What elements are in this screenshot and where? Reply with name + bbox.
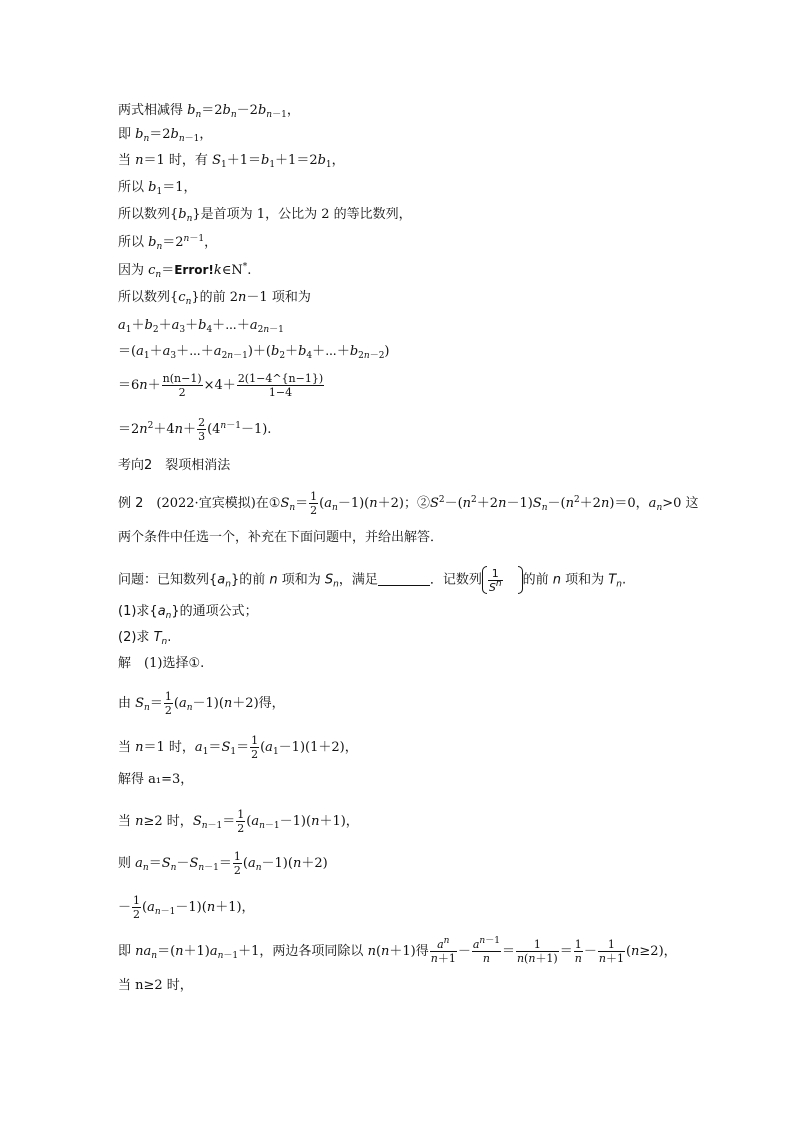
error-field: Error! (174, 263, 214, 277)
fraction: $\frac{2}{3}$ (198, 416, 206, 443)
fraction: $\frac{a^{n-1}}{n}$ (472, 936, 500, 965)
text-line-12: $=2n^2+4n+$ $\frac{2}{3}$ $(4^{n-1}-1)$. (118, 416, 272, 443)
sub-question-2: (2)求 $T_n$. (118, 630, 172, 647)
solution-start: 解 (1)选择①. (118, 656, 205, 671)
text-line-9: $a_1+b_2+a_3+b_4+\cdots+a_{2n-1}$ (118, 318, 284, 335)
example-2-question: 问题：已知数列$\{a_n\}$的前 n 项和为 $S_n$，满足 ．记数列 $\frac{1}{S^n}$ 的前 n 项和为 $T_n$. (118, 566, 627, 594)
right-brace (518, 566, 523, 594)
text-line-1: 两式相减得 $b_n=2b_n-2b_{n-1}$， (118, 103, 300, 120)
solution-line-7: 即 $na_n=(n+1)a_{n-1}+1$，两边各项同除以 n(n＋1)得 $\frac{a^n}{n+1}$ － $\frac{a^{n-1}}{n}$ ＝ $\frac{1}{n(n+1)}$ ＝ $\frac{1}{n}$ － $\frac{1}{n+1}$ (n≥2)， (118, 936, 677, 965)
fraction: $\frac{1}{2}$ (133, 894, 141, 921)
text-line-11: ＝6n＋ $\frac{n(n-1)}{2}$ ×4＋ $\frac{2(1-4\^{}\{n-1\})}{1-4}$ (118, 372, 324, 399)
text-line-7: 因为 $c_n=Error!k\in N^*$. (118, 262, 252, 280)
example-2-line-2: 两个条件中任选一个，补充在下面问题中，并给出解答． (118, 530, 444, 545)
text-line-2: 即 $b_n=2b_{n-1}$， (118, 127, 213, 144)
text-line-4: 所以 $b_1=1$， (118, 180, 197, 197)
fraction: $\frac{1}{S^n}$ (488, 566, 502, 594)
fraction: $\frac{2(1-4\^{}\{n-1\})}{1-4}$ (237, 372, 324, 399)
fraction: $\frac{1}{n}$ (574, 938, 582, 965)
text-line-3: 当 n＝1 时，有 $S_1+1=b_1+1=2b_1$， (118, 153, 345, 170)
fraction: $\frac{1}{2}$ (310, 490, 318, 517)
text-line-6: 所以 $b_n=2^{n-1}$， (118, 234, 218, 252)
solution-line-8: 当 n≥2 时， (118, 978, 193, 993)
text-line-8: 所以数列$\{c_n\}$的前 2n－1 项和为 (118, 290, 311, 307)
solution-line-1: 由 $S_n=$ $\frac{1}{2}$ $(a_n-1)(n+2)$得， (118, 690, 285, 717)
fraction: $\frac{1}{2}$ (164, 690, 172, 717)
answer-blank[interactable] (378, 573, 430, 586)
solution-line-4: 当 n≥2 时，$S_{n-1}=$ $\frac{1}{2}$ $(a_{n-1}-1)(n+1)$， (118, 808, 359, 835)
fraction: $\frac{1}{n+1}$ (598, 938, 624, 965)
sub-question-1: (1)求$\{a_n\}$的通项公式； (118, 604, 258, 621)
fraction: $\frac{1}{n(n+1)}$ (516, 938, 558, 965)
solution-line-3: 解得 a₁=3， (118, 772, 194, 787)
fraction: $\frac{a^n}{n+1}$ (430, 936, 456, 965)
fraction: $\frac{n(n-1)}{2}$ (162, 372, 202, 399)
text-line-10: $=(a_1+a_3+\cdots+a_{2n-1})+(b_2+b_4+\cdots+b_{2n-2})$ (118, 344, 390, 361)
section-heading: 考向2 裂项相消法 (118, 458, 231, 473)
solution-line-2: 当 n＝1 时，$a_1=S_1=$ $\frac{1}{2}$ $(a_1-1)(1+2)$， (118, 734, 358, 761)
fraction: $\frac{1}{2}$ (251, 734, 259, 761)
text-line-5: 所以数列$\{b_n\}$是首项为 1，公比为 2 的等比数列， (118, 207, 412, 224)
example-2-line-1: 例 2 (2022·宜宾模拟)在$①S_n=$ $\frac{1}{2}$ $(a_n-1)(n+2)$；$②S^2-(n^2+2n-1)S_n-(n^2+2n)=0$，$a_n>0$ 这 (118, 490, 699, 517)
solution-line-5: 则 $a_n=S_n-S_{n-1}=$ $\frac{1}{2}$ $(a_n-1)(n+2)$ (118, 850, 328, 877)
solution-line-6: － $\frac{1}{2}$ $(a_{n-1}-1)(n+1)$， (118, 894, 255, 921)
left-brace (482, 566, 487, 594)
fraction: $\frac{1}{2}$ (237, 808, 245, 835)
fraction: $\frac{1}{2}$ (233, 850, 241, 877)
